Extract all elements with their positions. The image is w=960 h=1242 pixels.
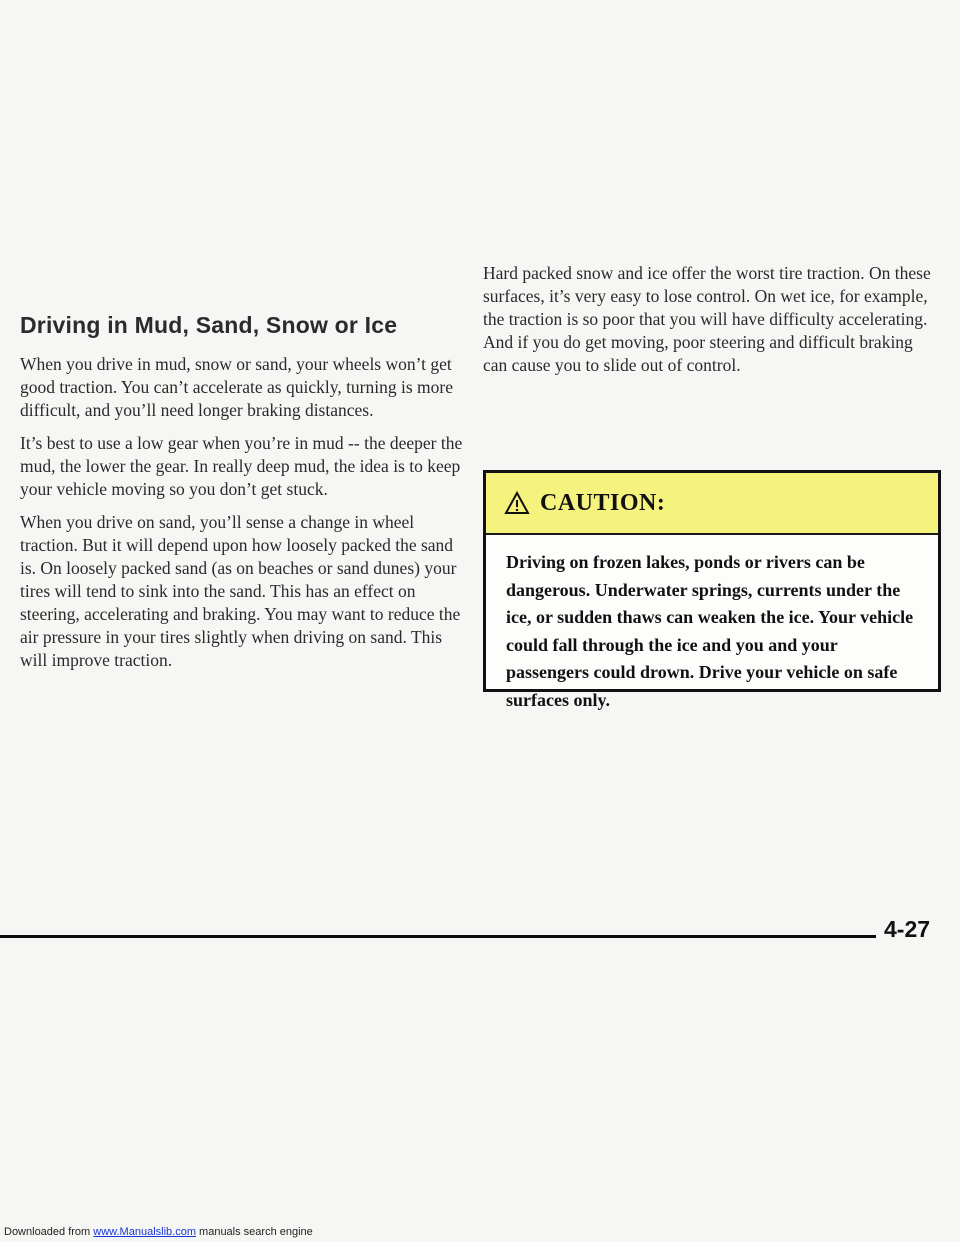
manualslib-link[interactable]: www.Manualslib.com xyxy=(93,1226,196,1238)
footer-suffix: manuals search engine xyxy=(195,1226,313,1238)
caution-title: CAUTION: xyxy=(540,489,666,516)
left-column xyxy=(20,312,465,682)
paragraph-mud-snow-sand: When you drive in mud, snow or sand, your wheels won’t get good traction. You can’t accelerate as quickly, turning is more difficult, and you’ll need longer braking distances. xyxy=(20,354,454,420)
paragraph-low-gear: It’s best to use a low gear when you’re in mud -- the deeper the mud, the lower the gear. In really deep mud, the idea is to keep your vehicle moving so you don’t get stuck. xyxy=(20,433,463,499)
page-number: 4-27 xyxy=(884,916,931,942)
section-heading: Driving in Mud, Sand, Snow or Ice xyxy=(20,312,398,338)
footer-rule xyxy=(0,935,876,938)
download-footer xyxy=(4,1226,313,1238)
warning-triangle-icon xyxy=(504,491,530,515)
caution-text: Driving on frozen lakes, ponds or rivers can be dangerous. Underwater springs, currents under the ice, or sudden thaws can weaken the ice. Your vehicle could fall through the ice and you and your passengers could drown. Drive your vehicle on safe surfaces only. xyxy=(506,552,914,710)
right-column xyxy=(483,262,941,387)
caution-header xyxy=(486,473,938,535)
footer-prefix: Downloaded from xyxy=(4,1226,94,1238)
paragraph-ice: Hard packed snow and ice offer the worst tire traction. On these surfaces, it’s very easy to lose control. On wet ice, for example, the traction is so poor that you will have difficulty accelerating. And if you do get moving, poor steering and difficult braking can cause you to slide out of control. xyxy=(483,263,931,375)
caution-box xyxy=(483,470,941,710)
paragraph-sand: When you drive on sand, you’ll sense a change in wheel traction. But it will depend upon how loosely packed the sand is. On loosely packed sand (as on beaches or sand dunes) your tires will tend to sink into the sand. This has an effect on steering, accelerating and braking. You may want to reduce the air pressure in your tires slightly when driving on sand. This will improve traction. xyxy=(20,512,461,670)
